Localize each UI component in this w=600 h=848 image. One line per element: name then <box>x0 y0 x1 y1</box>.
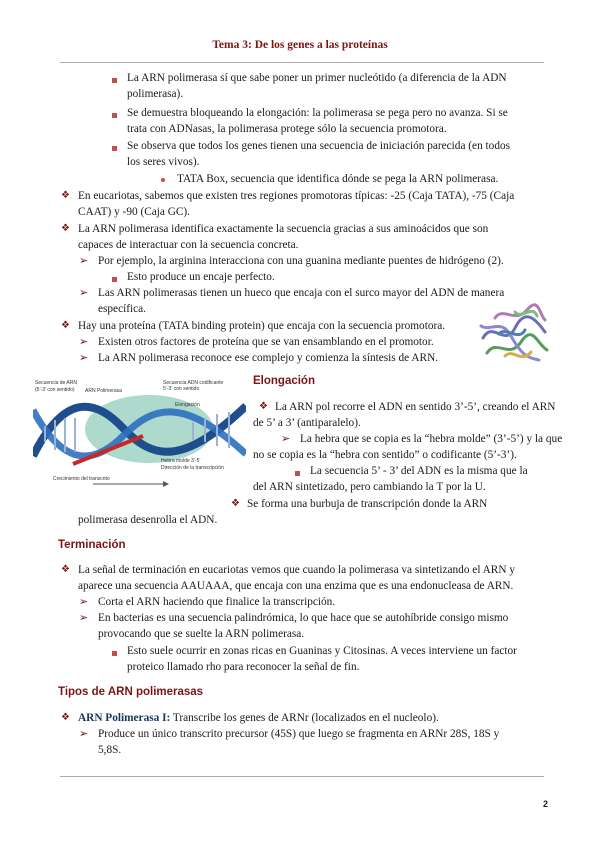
diamond-bullet-icon: ❖ <box>61 564 70 575</box>
bullet-text: Produce un único transcrito precursor (45S) que luego se fragmenta en ARNr 28S, 18S y <box>98 728 500 740</box>
bullet-text: capaces de interactuar con la secuencia concreta. <box>78 239 299 251</box>
label-direction: Dirección de la transcripción <box>161 465 224 471</box>
bullet-text: Esto suele ocurrir en zonas ricas en Guaninas y Citosinas. A veces interviene un factor <box>127 645 517 657</box>
diamond-bullet-icon: ❖ <box>231 498 240 509</box>
label-template-strand: Hebra molde 3’-5’ <box>161 458 201 464</box>
arrow-bullet-icon: ➢ <box>79 596 89 608</box>
bullet-text: no se copia es la “hebra con sentido” o codificante (5’-3’). <box>253 449 517 461</box>
label-rna-seq-sense: (5’-3’ con sentido) <box>35 387 75 393</box>
protein-structure-image <box>475 298 553 370</box>
diamond-bullet-icon: ❖ <box>61 712 70 723</box>
bullet-text: 5,8S. <box>98 744 122 756</box>
transcription-figure <box>33 376 246 496</box>
bullet-text: provocando que se suelte la ARN polimerasa. <box>98 628 305 640</box>
bullet-text: aparece una secuencia AAUAAA, que encaja con una enzima que es una endonucleasa de ARN. <box>78 580 514 592</box>
arrow-bullet-icon: ➢ <box>79 612 89 624</box>
arrow-bullet-icon: ➢ <box>79 352 89 364</box>
polymerase-label: ARN Polimerasa I: <box>78 712 171 724</box>
bullet-text: Las ARN polimerasas tienen un hueco que encaja con el surco mayor del ADN de manera <box>98 287 505 299</box>
bullet-text: La ARN polimerasa identifica exactamente la secuencia gracias a sus aminoácidos que son <box>78 223 489 235</box>
diamond-bullet-icon: ❖ <box>61 320 70 331</box>
square-bullet-icon <box>112 651 117 656</box>
bullet-text: de 5’ a 3’ (antiparalelo). <box>253 417 361 429</box>
bullet-text: trata con ADNasas, la polimerasa protege sólo la secuencia promotora. <box>127 123 447 135</box>
diamond-bullet-icon: ❖ <box>61 223 70 234</box>
bullet-text: La hebra que se copia es la “hebra molde” (3’-5’) y la que <box>300 433 563 445</box>
polymerase-description: Transcribe los genes de ARNr (localizados en el nucleolo). <box>172 712 439 724</box>
arrow-bullet-icon: ➢ <box>79 255 89 267</box>
label-coding-dna: Secuencia ADN codificante <box>163 380 224 386</box>
arrow-bullet-icon: ➢ <box>79 287 89 299</box>
arrow-bullet-icon: ➢ <box>281 433 291 445</box>
header-divider <box>60 62 544 63</box>
section-title-terminacion: Terminación <box>58 539 126 551</box>
bullet-text: polimerasa desenrolla el ADN. <box>78 514 218 526</box>
bullet-text: La señal de terminación en eucariotas vemos que cuando la polimerasa va sintetizando el ARN y <box>78 564 515 576</box>
page-number: 2 <box>542 799 548 809</box>
bullet-text: Existen otros factores de proteína que se van ensamblando en el promotor. <box>98 336 434 348</box>
round-bullet-icon <box>161 178 165 182</box>
square-bullet-icon <box>112 146 117 151</box>
bullet-text: Por ejemplo, la arginina interacciona con una guanina mediante puentes de hidrógeno (2). <box>98 255 504 267</box>
square-bullet-icon <box>112 113 117 118</box>
bullet-text: Se forma una burbuja de transcripción donde la ARN <box>247 498 488 510</box>
bullet-text: del ARN sintetizado, pero cambiando la T por la U. <box>253 481 486 493</box>
bullet-text: Esto produce un encaje perfecto. <box>127 271 275 283</box>
arrow-bullet-icon: ➢ <box>79 728 89 740</box>
bullet-text: Se demuestra bloqueando la elongación: la polimerasa se pega pero no avanza. Si se <box>127 107 508 119</box>
diamond-bullet-icon: ❖ <box>61 190 70 201</box>
bullet-text: CAAT) y -90 (Caja GC). <box>78 206 191 218</box>
section-title-tipos: Tipos de ARN polimerasas <box>58 686 204 698</box>
section-title-elongacion: Elongación <box>253 375 315 387</box>
label-elongation: Elongación <box>175 402 200 408</box>
bullet-text: La ARN pol recorre el ADN en sentido 3’-5’, creando el ARN <box>275 401 556 413</box>
bullet-text: Corta el ARN haciendo que finalice la transcripción. <box>98 596 336 608</box>
bullet-text: polimerasa). <box>127 88 184 100</box>
label-rna-seq: Secuencia de ARN <box>35 380 77 386</box>
bullet-text <box>78 710 439 726</box>
bullet-text: En bacterias es una secuencia palindrómica, lo que hace que se autohíbride consigo mismo <box>98 612 509 624</box>
square-bullet-icon <box>112 277 117 282</box>
bullet-text: TATA Box, secuencia que identifica dónde se pega la ARN polimerasa. <box>177 173 499 185</box>
bullet-text: específica. <box>98 303 146 315</box>
square-bullet-icon <box>112 78 117 83</box>
label-growth: Crecimiento del transcrito <box>53 476 110 482</box>
bullet-text: proteico llamado rho para reconocer la señal de fin. <box>127 661 360 673</box>
bullet-text: La ARN polimerasa sí que sabe poner un primer nucleótido (a diferencia de la ADN <box>127 72 507 84</box>
arrow-bullet-icon: ➢ <box>79 336 89 348</box>
label-polymerase: ARN Polimerasa <box>85 388 122 394</box>
square-bullet-icon <box>295 471 300 476</box>
page-header-title: Tema 3: De los genes a las proteínas <box>212 39 388 51</box>
bullet-text: La secuencia 5’ - 3’ del ADN es la misma que la <box>310 465 528 477</box>
label-coding-sense: 5’-3’ con sentido <box>163 386 200 392</box>
bullet-text: Se observa que todos los genes tienen una secuencia de iniciación parecida (en todos <box>127 140 511 152</box>
bullet-text: La ARN polimerasa reconoce ese complejo y comienza la síntesis de ARN. <box>98 352 439 364</box>
diamond-bullet-icon: ❖ <box>259 401 268 412</box>
bullet-text: En eucariotas, sabemos que existen tres regiones promotoras típicas: -25 (Caja TATA), -75 (Caja <box>78 190 515 202</box>
footer-divider <box>60 776 544 777</box>
bullet-text: los seres vivos). <box>127 156 200 168</box>
bullet-text: Hay una proteína (TATA binding protein) que encaja con la secuencia promotora. <box>78 320 446 332</box>
